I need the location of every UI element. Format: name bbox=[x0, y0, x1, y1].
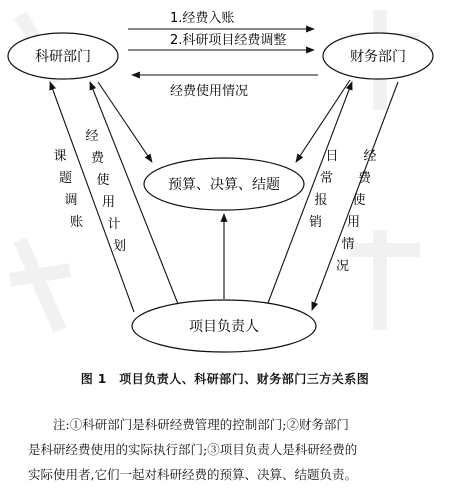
edge-label-usage-plan-char: 用 bbox=[101, 195, 116, 210]
edge-label-reimburse-char: 报 bbox=[314, 193, 328, 208]
edge-label-topic-account-char: 题 bbox=[58, 171, 73, 186]
edge-label-usage-status-char: 情 bbox=[341, 237, 355, 252]
edge-label-entry: 1.经费入账 bbox=[170, 11, 235, 26]
edge-label-adjustment: 2.科研项目经费调整 bbox=[170, 33, 287, 48]
node-project-leader bbox=[132, 300, 316, 352]
edge-label-usage-status-char: 用 bbox=[346, 215, 361, 230]
edge-label-usage-plan-char: 使 bbox=[96, 173, 110, 188]
node-budget-settlement bbox=[144, 158, 304, 210]
edge-label-usage-status-char: 经 bbox=[363, 149, 377, 164]
project-leader-label: 项目负责人 bbox=[189, 319, 259, 335]
finance-dept-label: 财务部门 bbox=[350, 49, 406, 65]
edge-label-usage-status-char: 使 bbox=[352, 193, 366, 208]
edge-label-usage-status-char: 况 bbox=[335, 259, 350, 274]
edge-label-usage: 经费使用情况 bbox=[170, 84, 249, 99]
note-line-2: 是科研经费使用的实际执行部门;③项目负责人是科研经费的 bbox=[28, 442, 358, 457]
note-line-3: 实际使用者,它们一起对科研经费的预算、决算、结题负责。 bbox=[28, 467, 357, 482]
edge-label-usage-plan-char: 划 bbox=[112, 239, 127, 254]
node-research-dept bbox=[8, 33, 118, 79]
edge-label-usage-plan-char: 经 bbox=[85, 129, 99, 144]
edge-label-reimburse-char: 常 bbox=[319, 171, 334, 186]
node-finance-dept bbox=[323, 33, 433, 79]
research-dept-label: 科研部门 bbox=[35, 49, 91, 65]
figure-caption: 图 1 项目负责人、科研部门、财务部门三方关系图 bbox=[80, 372, 370, 386]
budget-settlement-label: 预算、决算、结题 bbox=[168, 177, 280, 193]
figure-note bbox=[28, 412, 426, 487]
edge-label-usage-plan-char: 费 bbox=[90, 151, 105, 166]
edge-label-reimburse-char: 日 bbox=[325, 149, 339, 164]
edge-label-reimburse-char: 销 bbox=[308, 215, 323, 230]
edge-label-usage-plan-char: 计 bbox=[107, 217, 121, 232]
edge-label-topic-account-char: 调 bbox=[64, 193, 78, 208]
edge-label-topic-account-char: 账 bbox=[69, 215, 84, 230]
edge-label-usage-status-char: 费 bbox=[357, 171, 372, 186]
edge-label-topic-account-char: 课 bbox=[53, 149, 67, 164]
edge-top-arrows bbox=[128, 10, 318, 99]
note-line-1: 注:①科研部门是科研经费管理的控制部门;②财务部门 bbox=[53, 417, 349, 432]
